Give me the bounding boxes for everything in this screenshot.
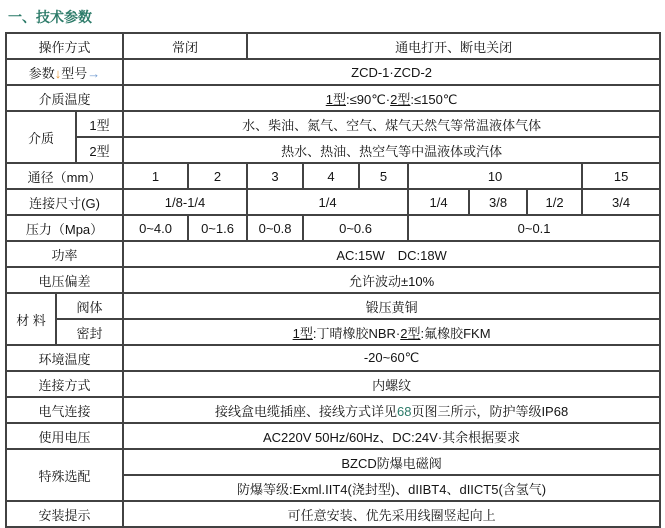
type2-token: 2型 xyxy=(400,325,421,341)
row-material-seal xyxy=(6,319,660,345)
row-medium-type1 xyxy=(6,111,660,137)
right-arrow-icon: → xyxy=(87,65,101,81)
type2-token: 2型 xyxy=(390,91,411,107)
type1-token: 1型 xyxy=(292,325,313,341)
connection-size-cell: 1/2 xyxy=(527,189,582,215)
material-valve-body-label: 阀体 xyxy=(56,293,123,319)
ambient-temp-value: -20~60℃ xyxy=(123,345,660,371)
spec-table xyxy=(5,32,661,528)
diameter-cell: 4 xyxy=(303,163,359,189)
pressure-cell: 0~0.8 xyxy=(247,215,303,241)
row-ambient-temp xyxy=(6,345,660,371)
row-operation xyxy=(6,33,660,59)
pressure-label: 压力（Mpa） xyxy=(6,215,123,241)
pressure-cell: 0~0.1 xyxy=(408,215,660,241)
diameter-cell: 15 xyxy=(582,163,660,189)
pressure-cell: 0~0.6 xyxy=(303,215,408,241)
connection-size-cell: 1/4 xyxy=(247,189,408,215)
medium-type2-value: 热水、热油、热空气等中温液体或汽体 xyxy=(123,137,660,163)
param-model-label xyxy=(6,59,123,85)
operation-label: 操作方式 xyxy=(6,33,123,59)
material-label: 材 料 xyxy=(6,293,56,345)
row-connection-type xyxy=(6,371,660,397)
voltage-label: 使用电压 xyxy=(6,423,123,449)
row-electrical xyxy=(6,397,660,423)
material-seal-label: 密封 xyxy=(56,319,123,345)
row-param-model xyxy=(6,59,660,85)
material-valve-body-value: 锻压黄铜 xyxy=(123,293,660,319)
voltage-value: AC220V 50Hz/60Hz、DC:24V·其余根据要求 xyxy=(123,423,660,449)
diameter-cell: 2 xyxy=(188,163,247,189)
power-label: 功率 xyxy=(6,241,123,267)
row-diameter xyxy=(6,163,660,189)
connection-type-label: 连接方式 xyxy=(6,371,123,397)
diameter-cell: 3 xyxy=(247,163,303,189)
medium-temp-value: 1型:≤90℃·2型:≤150℃ xyxy=(123,85,660,111)
row-connection-size xyxy=(6,189,660,215)
voltage-deviation-value: 允许波动±10% xyxy=(123,267,660,293)
pressure-cell: 0~4.0 xyxy=(123,215,188,241)
row-material-valve-body xyxy=(6,293,660,319)
special-value-1: BZCD防爆电磁阀 xyxy=(123,449,660,475)
connection-size-label: 连接尺寸(G) xyxy=(6,189,123,215)
page-title: 一、技术参数 xyxy=(8,9,92,25)
row-power xyxy=(6,241,660,267)
special-value-2: 防爆等级:Exml.IIT4(浇封型)、dIIBT4、dIICT5(含氢气) xyxy=(123,475,660,501)
diameter-cell: 5 xyxy=(359,163,408,189)
diameter-cell: 1 xyxy=(123,163,188,189)
operation-normally-closed: 常闭 xyxy=(123,33,247,59)
medium-label: 介质 xyxy=(6,111,76,163)
installation-label: 安装提示 xyxy=(6,501,123,527)
param-label: 参数 xyxy=(28,65,55,81)
material-seal-value: 1型:丁晴橡胶NBR·2型:氟橡胶FKM xyxy=(123,319,660,345)
ambient-temp-label: 环境温度 xyxy=(6,345,123,371)
connection-type-value: 内螺纹 xyxy=(123,371,660,397)
connection-size-cell: 3/4 xyxy=(582,189,660,215)
type1-token: 1型 xyxy=(325,91,346,107)
model-label: 型号 xyxy=(61,65,88,81)
medium-type1-label: 1型 xyxy=(76,111,123,137)
model-value: ZCD-1·ZCD-2 xyxy=(123,59,660,85)
row-voltage xyxy=(6,423,660,449)
pressure-cell: 0~1.6 xyxy=(188,215,247,241)
voltage-deviation-label: 电压偏差 xyxy=(6,267,123,293)
installation-value: 可任意安装、优先采用线圈竖起向上 xyxy=(123,501,660,527)
electrical-value: 接线盒电缆插座、接线方式详见68页图三所示，防护等级IP68 xyxy=(123,397,660,423)
connection-size-cell: 1/4 xyxy=(408,189,469,215)
diameter-label: 通径（mm） xyxy=(6,163,123,189)
page-ref: 68 xyxy=(396,403,412,419)
operation-behavior: 通电打开、断电关闭 xyxy=(247,33,660,59)
diameter-cell: 10 xyxy=(408,163,582,189)
power-value: AC:15W DC:18W xyxy=(123,241,660,267)
connection-size-cell: 3/8 xyxy=(469,189,527,215)
medium-type1-value: 水、柴油、氮气、空气、煤气天然气等常温液体气体 xyxy=(123,111,660,137)
row-pressure xyxy=(6,215,660,241)
row-voltage-deviation xyxy=(6,267,660,293)
row-medium-temp xyxy=(6,85,660,111)
special-label: 特殊选配 xyxy=(6,449,123,501)
row-medium-type2 xyxy=(6,137,660,163)
connection-size-cell: 1/8-1/4 xyxy=(123,189,247,215)
medium-type2-label: 2型 xyxy=(76,137,123,163)
medium-temp-label: 介质温度 xyxy=(6,85,123,111)
row-installation xyxy=(6,501,660,527)
row-special-1 xyxy=(6,449,660,475)
electrical-label: 电气连接 xyxy=(6,397,123,423)
down-arrow-icon: ↓ xyxy=(54,65,62,81)
